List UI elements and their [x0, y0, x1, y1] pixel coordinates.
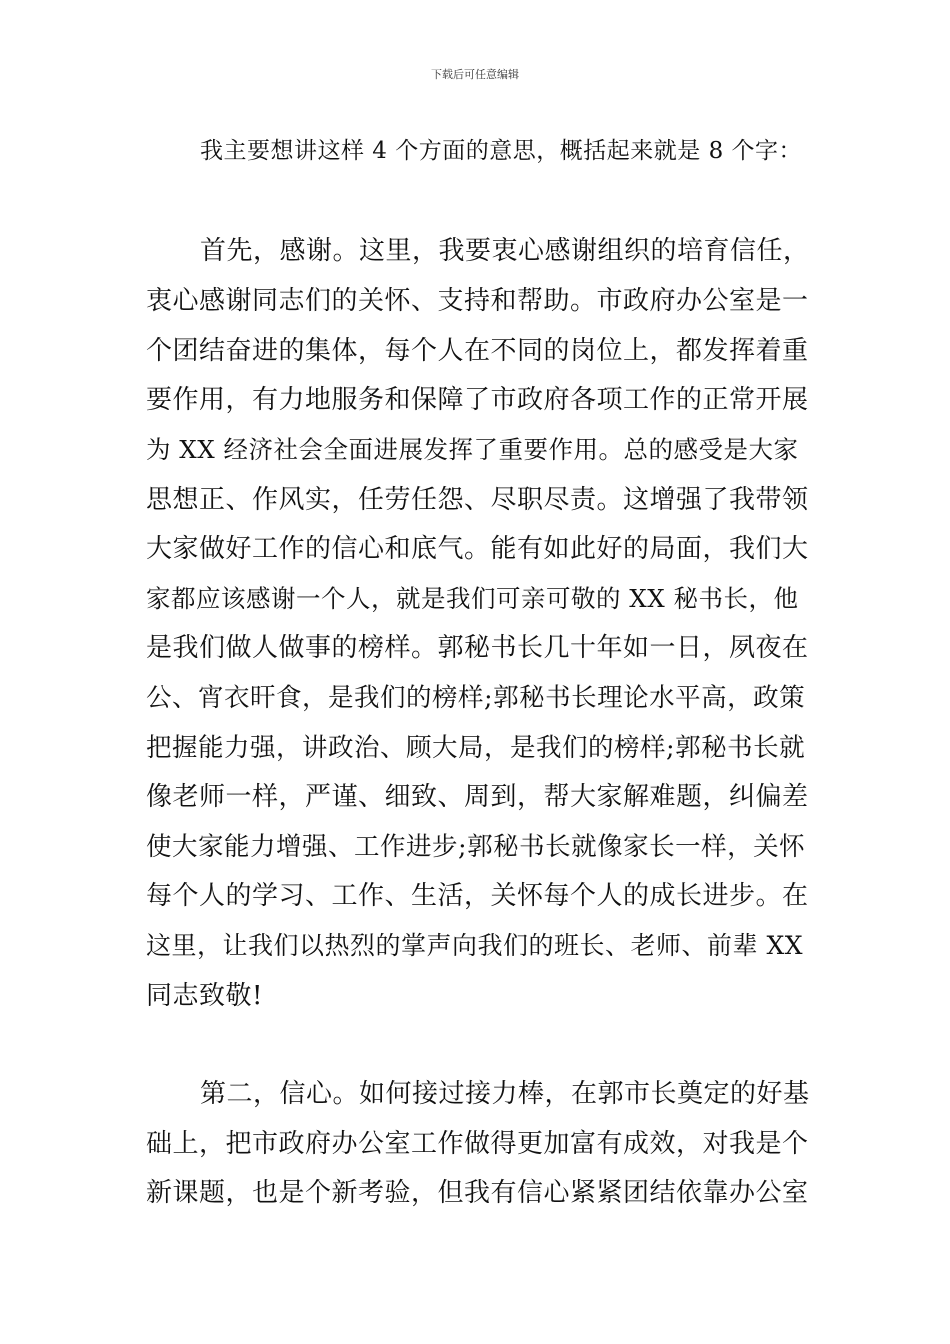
paragraph-first-line: 衷心感谢同志们的关怀、支持和帮助。市政府办公室是一 — [146, 286, 809, 316]
page-header-note: 下载后可任意编辑 — [431, 68, 519, 81]
paragraph-second-line: 础上，把市政府办公室工作做得更加富有成效，对我是个 — [146, 1129, 809, 1159]
paragraph-first-line: 同志致敬! — [146, 981, 263, 1011]
paragraph-first-line: 为 XX 经济社会全面进展发挥了重要作用。总的感受是大家 — [146, 435, 799, 464]
paragraph-first-line: 思想正、作风实，任劳任怨、尽职尽责。这增强了我带领 — [146, 485, 809, 515]
paragraph-second-line: 第二，信心。如何接过接力棒，在郭市长奠定的好基 — [200, 1079, 810, 1109]
paragraph-first-line: 每个人的学习、工作、生活，关怀每个人的成长进步。在 — [146, 881, 809, 911]
paragraph-first-line: 这里，让我们以热烈的掌声向我们的班长、老师、前辈 XX — [146, 931, 804, 960]
paragraph-first-line: 把握能力强，讲政治、顾大局，是我们的榜样;郭秘书长就 — [146, 733, 806, 763]
paragraph-first-line: 使大家能力增强、工作进步;郭秘书长就像家长一样，关怀 — [146, 832, 806, 862]
paragraph-first-line: 家都应该感谢一个人，就是我们可亲可敬的 XX 秘书长，他 — [146, 584, 799, 613]
paragraph-first-line: 公、宵衣旰食，是我们的榜样;郭秘书长理论水平高，政策 — [146, 683, 806, 713]
paragraph-first-line: 个团结奋进的集体，每个人在不同的岗位上，都发挥着重 — [146, 336, 809, 366]
paragraph-first-line: 要作用，有力地服务和保障了市政府各项工作的正常开展 — [146, 385, 809, 415]
paragraph-first-line: 像老师一样，严谨、细致、周到，帮大家解难题，纠偏差 — [146, 782, 809, 812]
paragraph-second-line: 新课题，也是个新考验，但我有信心紧紧团结依靠办公室 — [146, 1178, 809, 1208]
paragraph-intro-line: 我主要想讲这样 4 个方面的意思，概括起来就是 8 个字： — [200, 138, 803, 164]
paragraph-first-line: 首先，感谢。这里，我要衷心感谢组织的培育信任， — [200, 236, 810, 266]
paragraph-first-line: 大家做好工作的信心和底气。能有如此好的局面，我们大 — [146, 534, 809, 564]
paragraph-first-line: 是我们做人做事的榜样。郭秘书长几十年如一日，夙夜在 — [146, 633, 809, 663]
